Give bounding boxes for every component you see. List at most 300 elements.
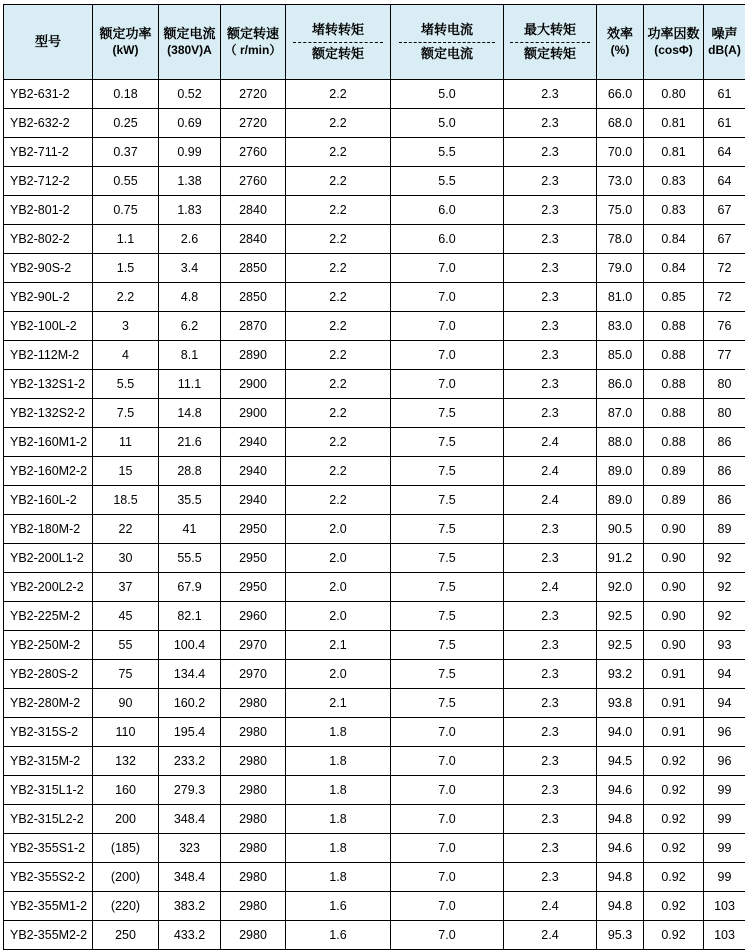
table-cell: 7.0: [391, 254, 504, 283]
table-cell: 94.8: [597, 805, 644, 834]
table-cell: 2.4: [504, 921, 597, 950]
table-body: [4, 80, 745, 950]
table-cell: 2.0: [286, 515, 391, 544]
table-cell: 7.0: [391, 370, 504, 399]
table-cell: 7.5: [391, 486, 504, 515]
table-row: [4, 718, 745, 747]
table-cell: 2.2: [286, 80, 391, 109]
table-cell: 2.3: [504, 80, 597, 109]
table-cell: 3.4: [159, 254, 221, 283]
table-cell: 0.91: [644, 660, 704, 689]
cell-model: YB2-355S1-2: [4, 834, 93, 863]
cell-model: YB2-112M-2: [4, 341, 93, 370]
table-row: [4, 747, 745, 776]
table-cell: 2.2: [286, 370, 391, 399]
table-cell: 2.2: [286, 109, 391, 138]
table-cell: 0.85: [644, 283, 704, 312]
table-cell: 8.1: [159, 341, 221, 370]
table-cell: 64: [704, 138, 745, 167]
cell-model: YB2-801-2: [4, 196, 93, 225]
table-cell: 7.5: [391, 428, 504, 457]
column-header-7: [597, 5, 644, 80]
table-cell: 99: [704, 834, 745, 863]
header-row: [4, 5, 745, 80]
table-cell: 0.90: [644, 573, 704, 602]
table-cell: 348.4: [159, 863, 221, 892]
table-cell: 89.0: [597, 457, 644, 486]
cell-model: YB2-200L1-2: [4, 544, 93, 573]
table-cell: 2980: [221, 747, 286, 776]
table-cell: 81.0: [597, 283, 644, 312]
table-cell: 92.0: [597, 573, 644, 602]
table-cell: 11.1: [159, 370, 221, 399]
table-row: [4, 544, 745, 573]
table-cell: 70.0: [597, 138, 644, 167]
column-header-8-line1: 功率因数: [647, 27, 699, 42]
cell-model: YB2-280S-2: [4, 660, 93, 689]
table-cell: 0.91: [644, 718, 704, 747]
table-cell: 7.5: [391, 660, 504, 689]
table-cell: 3: [93, 312, 159, 341]
fraction-bar: [510, 42, 589, 43]
table-cell: 2720: [221, 80, 286, 109]
column-header-9-line2: dB(A): [708, 44, 741, 58]
table-cell: 2.3: [504, 689, 597, 718]
cell-model: YB2-90S-2: [4, 254, 93, 283]
table-cell: 195.4: [159, 718, 221, 747]
table-cell: 80: [704, 399, 745, 428]
table-row: [4, 341, 745, 370]
table-cell: 0.91: [644, 689, 704, 718]
table-cell: 2.3: [504, 805, 597, 834]
table-cell: 14.8: [159, 399, 221, 428]
table-cell: 2.3: [504, 370, 597, 399]
table-cell: 86.0: [597, 370, 644, 399]
table-cell: 0.90: [644, 631, 704, 660]
table-cell: 2.4: [504, 486, 597, 515]
column-header-0-line1: 型号: [35, 35, 61, 50]
table-cell: 132: [93, 747, 159, 776]
table-cell: 95.3: [597, 921, 644, 950]
table-cell: 2.2: [286, 196, 391, 225]
table-cell: 2.1: [286, 631, 391, 660]
table-row: [4, 515, 745, 544]
table-row: [4, 225, 745, 254]
table-cell: (220): [93, 892, 159, 921]
table-cell: 2980: [221, 863, 286, 892]
table-cell: 37: [93, 573, 159, 602]
table-cell: 2980: [221, 689, 286, 718]
table-cell: 68.0: [597, 109, 644, 138]
column-header-1: [93, 5, 159, 80]
cell-model: YB2-160L-2: [4, 486, 93, 515]
table-cell: 75.0: [597, 196, 644, 225]
table-cell: 2760: [221, 167, 286, 196]
table-cell: 67: [704, 225, 745, 254]
table-cell: 21.6: [159, 428, 221, 457]
table-cell: 134.4: [159, 660, 221, 689]
column-header-4: [286, 5, 391, 80]
table-cell: (185): [93, 834, 159, 863]
table-cell: 67: [704, 196, 745, 225]
cell-model: YB2-160M2-2: [4, 457, 93, 486]
column-header-2-line2: (380V)A: [167, 44, 212, 58]
table-cell: 1.1: [93, 225, 159, 254]
table-cell: 0.92: [644, 892, 704, 921]
table-cell: 2.3: [504, 399, 597, 428]
cell-model: YB2-200L2-2: [4, 573, 93, 602]
table-cell: 2.2: [286, 428, 391, 457]
table-cell: 11: [93, 428, 159, 457]
table-cell: 18.5: [93, 486, 159, 515]
table-cell: 348.4: [159, 805, 221, 834]
table-cell: 2.2: [286, 341, 391, 370]
table-cell: 0.52: [159, 80, 221, 109]
table-cell: 6.0: [391, 225, 504, 254]
table-cell: 5.5: [93, 370, 159, 399]
table-cell: 6.0: [391, 196, 504, 225]
table-cell: 2.3: [504, 225, 597, 254]
table-row: [4, 805, 745, 834]
table-cell: 35.5: [159, 486, 221, 515]
table-row: [4, 921, 745, 950]
table-cell: 61: [704, 109, 745, 138]
table-cell: 2.2: [286, 457, 391, 486]
table-cell: 4: [93, 341, 159, 370]
table-cell: 0.92: [644, 805, 704, 834]
table-row: [4, 109, 745, 138]
table-cell: 2.2: [286, 399, 391, 428]
column-header-3: [221, 5, 286, 80]
table-cell: 2.2: [286, 167, 391, 196]
cell-model: YB2-132S1-2: [4, 370, 93, 399]
table-cell: 7.5: [391, 515, 504, 544]
table-cell: 73.0: [597, 167, 644, 196]
table-cell: 1.6: [286, 921, 391, 950]
table-cell: 0.75: [93, 196, 159, 225]
table-cell: 94.6: [597, 776, 644, 805]
table-cell: 7.0: [391, 312, 504, 341]
table-cell: 22: [93, 515, 159, 544]
column-header-7-line2: (%): [611, 44, 630, 58]
table-cell: 7.0: [391, 341, 504, 370]
table-cell: 7.5: [391, 573, 504, 602]
table-header: [4, 5, 745, 80]
table-cell: 86: [704, 428, 745, 457]
table-cell: 2980: [221, 718, 286, 747]
table-cell: 2890: [221, 341, 286, 370]
column-header-9-line1: 噪声: [711, 27, 737, 42]
table-cell: 55: [93, 631, 159, 660]
table-cell: 2.2: [286, 138, 391, 167]
table-cell: 87.0: [597, 399, 644, 428]
table-row: [4, 312, 745, 341]
table-cell: 383.2: [159, 892, 221, 921]
table-cell: 4.8: [159, 283, 221, 312]
table-cell: 2960: [221, 602, 286, 631]
table-cell: 92: [704, 602, 745, 631]
cell-model: YB2-225M-2: [4, 602, 93, 631]
table-cell: 30: [93, 544, 159, 573]
table-cell: 89.0: [597, 486, 644, 515]
table-cell: 77: [704, 341, 745, 370]
table-cell: 7.5: [391, 689, 504, 718]
table-row: [4, 892, 745, 921]
table-cell: 0.92: [644, 834, 704, 863]
table-row: [4, 167, 745, 196]
table-row: [4, 138, 745, 167]
cell-model: YB2-315L1-2: [4, 776, 93, 805]
table-cell: 2900: [221, 370, 286, 399]
table-cell: 2720: [221, 109, 286, 138]
column-header-8-line2: (cosΦ): [654, 44, 693, 58]
column-header-4-numerator: 堵转转矩: [312, 21, 364, 40]
table-cell: 2.3: [504, 283, 597, 312]
cell-model: YB2-631-2: [4, 80, 93, 109]
table-cell: 94: [704, 689, 745, 718]
motor-spec-table: [3, 4, 745, 950]
table-cell: 0.88: [644, 399, 704, 428]
table-cell: 2940: [221, 428, 286, 457]
table-cell: 75: [93, 660, 159, 689]
table-cell: 0.92: [644, 921, 704, 950]
table-cell: 92.5: [597, 631, 644, 660]
table-cell: 0.84: [644, 254, 704, 283]
table-cell: 99: [704, 776, 745, 805]
table-cell: 2840: [221, 196, 286, 225]
table-cell: 2.1: [286, 689, 391, 718]
table-cell: 2980: [221, 805, 286, 834]
table-cell: 2.4: [504, 892, 597, 921]
table-cell: 6.2: [159, 312, 221, 341]
column-header-5-denominator: 额定电流: [421, 45, 473, 64]
table-cell: 200: [93, 805, 159, 834]
table-cell: 233.2: [159, 747, 221, 776]
column-header-1-line2: (kW): [113, 44, 139, 58]
table-cell: 7.5: [391, 544, 504, 573]
table-cell: 72: [704, 283, 745, 312]
table-cell: 250: [93, 921, 159, 950]
column-header-2: [159, 5, 221, 80]
table-cell: 2.3: [504, 544, 597, 573]
cell-model: YB2-315M-2: [4, 747, 93, 776]
table-cell: 1.6: [286, 892, 391, 921]
table-cell: 2.3: [504, 718, 597, 747]
table-cell: 0.92: [644, 776, 704, 805]
column-header-1-line1: 额定功率: [99, 27, 151, 42]
table-cell: 0.18: [93, 80, 159, 109]
table-cell: 0.90: [644, 544, 704, 573]
table-cell: 0.25: [93, 109, 159, 138]
table-cell: 93.2: [597, 660, 644, 689]
table-cell: 90: [93, 689, 159, 718]
table-cell: 2.2: [286, 312, 391, 341]
table-cell: 96: [704, 718, 745, 747]
table-cell: 2940: [221, 486, 286, 515]
column-header-4-denominator: 额定转矩: [312, 45, 364, 64]
column-header-5-numerator: 堵转电流: [421, 21, 473, 40]
table-cell: 7.0: [391, 892, 504, 921]
table-cell: 0.55: [93, 167, 159, 196]
cell-model: YB2-90L-2: [4, 283, 93, 312]
table-cell: 0.81: [644, 109, 704, 138]
table-cell: 7.5: [391, 457, 504, 486]
table-cell: 2980: [221, 892, 286, 921]
table-cell: 2.2: [286, 486, 391, 515]
table-cell: 2.3: [504, 515, 597, 544]
table-cell: 7.0: [391, 834, 504, 863]
table-cell: 2.3: [504, 341, 597, 370]
table-cell: 7.0: [391, 776, 504, 805]
column-header-2-line1: 额定电流: [163, 27, 215, 42]
cell-model: YB2-712-2: [4, 167, 93, 196]
table-row: [4, 776, 745, 805]
table-cell: 0.90: [644, 515, 704, 544]
table-cell: 1.8: [286, 776, 391, 805]
table-row: [4, 196, 745, 225]
table-cell: 2850: [221, 254, 286, 283]
table-row: [4, 631, 745, 660]
table-cell: 94.6: [597, 834, 644, 863]
table-cell: 2.0: [286, 573, 391, 602]
cell-model: YB2-315S-2: [4, 718, 93, 747]
table-cell: 2.3: [504, 660, 597, 689]
table-cell: 92.5: [597, 602, 644, 631]
table-row: [4, 428, 745, 457]
table-cell: 76: [704, 312, 745, 341]
cell-model: YB2-160M1-2: [4, 428, 93, 457]
cell-model: YB2-802-2: [4, 225, 93, 254]
cell-model: YB2-632-2: [4, 109, 93, 138]
table-cell: 67.9: [159, 573, 221, 602]
table-cell: 61: [704, 80, 745, 109]
table-cell: 2760: [221, 138, 286, 167]
table-cell: 0.69: [159, 109, 221, 138]
table-cell: 5.5: [391, 167, 504, 196]
table-row: [4, 283, 745, 312]
table-cell: 7.0: [391, 747, 504, 776]
table-row: [4, 689, 745, 718]
table-cell: 2980: [221, 921, 286, 950]
table-cell: 160.2: [159, 689, 221, 718]
table-cell: 99: [704, 863, 745, 892]
table-cell: 7.0: [391, 283, 504, 312]
table-cell: 0.92: [644, 863, 704, 892]
cell-model: YB2-132S2-2: [4, 399, 93, 428]
table-cell: 94.8: [597, 892, 644, 921]
table-cell: 7.0: [391, 805, 504, 834]
table-cell: 1.83: [159, 196, 221, 225]
table-cell: 0.89: [644, 457, 704, 486]
table-cell: 2950: [221, 573, 286, 602]
table-cell: 5.0: [391, 109, 504, 138]
table-cell: 2.4: [504, 573, 597, 602]
table-cell: 66.0: [597, 80, 644, 109]
table-cell: 2.2: [286, 254, 391, 283]
table-cell: 2.3: [504, 776, 597, 805]
table-cell: 94.8: [597, 863, 644, 892]
table-cell: 80: [704, 370, 745, 399]
table-cell: 93.8: [597, 689, 644, 718]
table-cell: 55.5: [159, 544, 221, 573]
table-cell: 2950: [221, 515, 286, 544]
table-cell: 79.0: [597, 254, 644, 283]
table-cell: 7.0: [391, 863, 504, 892]
table-cell: 2.2: [286, 283, 391, 312]
column-header-0: [4, 5, 93, 80]
table-cell: 279.3: [159, 776, 221, 805]
table-cell: 2.2: [93, 283, 159, 312]
column-header-6: [504, 5, 597, 80]
table-cell: 0.88: [644, 370, 704, 399]
table-cell: 2970: [221, 631, 286, 660]
table-cell: 92: [704, 544, 745, 573]
table-cell: 0.83: [644, 167, 704, 196]
fraction-bar: [399, 42, 495, 43]
table-cell: 2850: [221, 283, 286, 312]
column-header-8: [644, 5, 704, 80]
table-cell: 433.2: [159, 921, 221, 950]
cell-model: YB2-355S2-2: [4, 863, 93, 892]
table-cell: 0.80: [644, 80, 704, 109]
cell-model: YB2-315L2-2: [4, 805, 93, 834]
table-cell: 85.0: [597, 341, 644, 370]
table-cell: 78.0: [597, 225, 644, 254]
table-row: [4, 573, 745, 602]
table-cell: 45: [93, 602, 159, 631]
table-cell: 1.8: [286, 834, 391, 863]
table-cell: 1.8: [286, 747, 391, 776]
column-header-6-denominator: 额定转矩: [524, 45, 576, 64]
table-row: [4, 370, 745, 399]
table-cell: 2.3: [504, 138, 597, 167]
table-cell: 93: [704, 631, 745, 660]
table-cell: 2.6: [159, 225, 221, 254]
table-cell: 94: [704, 660, 745, 689]
table-cell: 99: [704, 805, 745, 834]
table-row: [4, 834, 745, 863]
table-row: [4, 863, 745, 892]
table-cell: 90.5: [597, 515, 644, 544]
table-cell: 2.3: [504, 747, 597, 776]
table-cell: 0.83: [644, 196, 704, 225]
fraction-bar: [293, 42, 382, 43]
cell-model: YB2-100L-2: [4, 312, 93, 341]
table-cell: 86: [704, 457, 745, 486]
table-cell: 2980: [221, 776, 286, 805]
table-cell: 0.90: [644, 602, 704, 631]
cell-model: YB2-280M-2: [4, 689, 93, 718]
table-cell: 94.5: [597, 747, 644, 776]
table-cell: 28.8: [159, 457, 221, 486]
table-cell: 0.37: [93, 138, 159, 167]
table-cell: 1.8: [286, 718, 391, 747]
table-row: [4, 602, 745, 631]
table-row: [4, 254, 745, 283]
table-row: [4, 399, 745, 428]
table-cell: 2.3: [504, 631, 597, 660]
table-cell: 1.5: [93, 254, 159, 283]
table-cell: 2.0: [286, 544, 391, 573]
table-row: [4, 486, 745, 515]
table-cell: 2.3: [504, 312, 597, 341]
table-cell: 2.3: [504, 167, 597, 196]
table-cell: 7.5: [391, 631, 504, 660]
table-cell: 2.3: [504, 602, 597, 631]
table-cell: 0.88: [644, 312, 704, 341]
table-cell: 2.3: [504, 863, 597, 892]
table-cell: 103: [704, 921, 745, 950]
